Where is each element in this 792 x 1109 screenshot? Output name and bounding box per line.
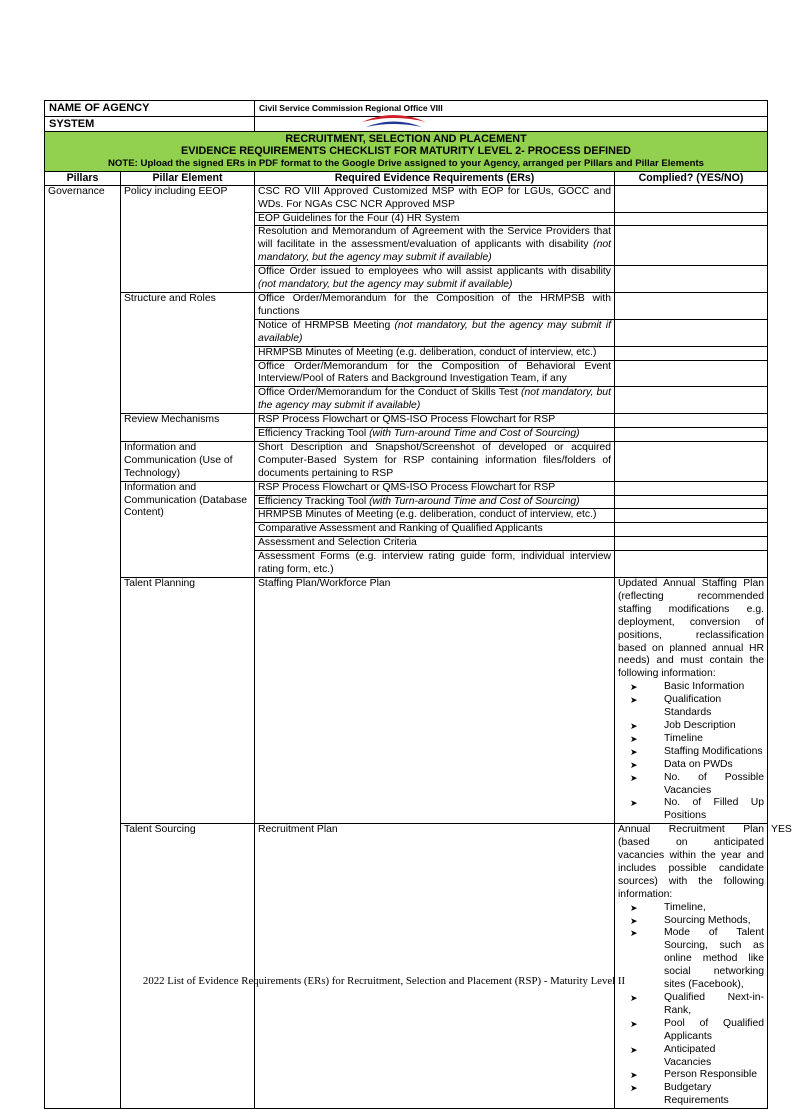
er-note: (not mandatory, but the agency may submit if available) bbox=[258, 387, 611, 412]
complied-cell[interactable] bbox=[615, 266, 768, 293]
list-item bbox=[630, 772, 764, 798]
list-item bbox=[630, 759, 764, 772]
er-note: (not mandatory, but the agency may submit if available) bbox=[258, 279, 513, 291]
er-item: CSC RO VIII Approved Customized MSP with EOP for LGUs, GOCC and WDs. For NGAs CSC NCR Approved MSP bbox=[255, 185, 615, 212]
element-ict-technology: Information and Communication (Use of Technology) bbox=[121, 441, 255, 481]
element-structure: Structure and Roles bbox=[121, 292, 255, 413]
list-item-text: No. of Possible Vacancies bbox=[664, 771, 765, 796]
list-item-text: Staffing Modifications bbox=[664, 745, 763, 757]
list-item bbox=[630, 720, 764, 733]
er-item: RSP Process Flowchart or QMS-ISO Process Flowchart for RSP bbox=[255, 481, 615, 495]
er-item bbox=[255, 226, 615, 266]
list-item bbox=[630, 915, 764, 928]
title-band bbox=[45, 132, 768, 172]
arrowhead-bullet-icon: ➤ bbox=[630, 902, 638, 913]
er-item: Office Order/Memorandum for the Composition of the HRMPSB with functions bbox=[255, 292, 615, 319]
checklist-table bbox=[44, 100, 792, 1109]
col-header-element: Pillar Element bbox=[121, 171, 255, 185]
er-item bbox=[255, 387, 615, 414]
list-item bbox=[630, 733, 764, 746]
list-item-text: Basic Information bbox=[664, 681, 745, 693]
arrowhead-bullet-icon: ➤ bbox=[630, 746, 638, 757]
document-subtitle: EVIDENCE REQUIREMENTS CHECKLIST FOR MATURITY LEVEL 2- PROCESS DEFINED bbox=[181, 145, 631, 158]
complied-cell[interactable] bbox=[615, 226, 768, 266]
list-item-text: Mode of Talent Sourcing, such as online method like social networking sites (Facebook), bbox=[664, 927, 765, 991]
complied-cell[interactable] bbox=[615, 319, 768, 346]
system-value bbox=[255, 116, 768, 132]
page-footer: 2022 List of Evidence Requirements (ERs) for Recruitment, Selection and Placement (RSP) - Maturity Level II bbox=[142, 975, 626, 987]
complied-cell[interactable] bbox=[615, 360, 768, 387]
er-item: HRMPSB Minutes of Meeting (e.g. deliberation, conduct of interview, etc.) bbox=[255, 346, 615, 360]
logo-red-swoosh bbox=[362, 115, 426, 122]
arrowhead-bullet-icon: ➤ bbox=[630, 759, 638, 770]
arrowhead-bullet-icon: ➤ bbox=[630, 772, 638, 783]
list-item-text: No. of Filled Up Positions bbox=[664, 797, 765, 822]
list-item-text: Anticipated Vacancies bbox=[664, 1043, 716, 1068]
upload-note: NOTE: Upload the signed ERs in PDF format to the Google Drive assigned to your Agency, arranged per Pillars and Pillar Elements bbox=[108, 157, 704, 169]
er-note: (with Turn-around Time and Cost of Sourcing) bbox=[369, 495, 580, 507]
er-item: EOP Guidelines for the Four (4) HR System bbox=[255, 212, 615, 226]
arrowhead-bullet-icon: ➤ bbox=[630, 798, 638, 809]
er-item: Comparative Assessment and Ranking of Qualified Applicants bbox=[255, 523, 615, 537]
complied-cell[interactable] bbox=[615, 495, 768, 509]
complied-cell[interactable] bbox=[615, 537, 768, 551]
list-item-text: Budgetary Requirements bbox=[664, 1082, 729, 1107]
list-item bbox=[630, 1069, 764, 1082]
er-item: Assessment Forms (e.g. interview rating guide form, individual interview rating form, etc.) bbox=[255, 551, 615, 578]
er-item bbox=[255, 266, 615, 293]
complied-cell[interactable] bbox=[615, 185, 768, 212]
list-item-text: Qualified Next-in-Rank, bbox=[664, 992, 765, 1016]
staffing-info-list bbox=[618, 681, 764, 823]
pillar-talent-sourcing: Talent Sourcing bbox=[121, 824, 255, 1109]
er-text: Office Order issued to employees who will assist applicants with disability bbox=[258, 266, 611, 278]
arrowhead-bullet-icon: ➤ bbox=[630, 733, 638, 744]
complied-cell[interactable] bbox=[615, 346, 768, 360]
complied-cell[interactable] bbox=[615, 551, 768, 578]
agency-value: Civil Service Commission Regional Office VIII bbox=[255, 101, 768, 117]
list-item bbox=[630, 902, 764, 915]
list-item bbox=[630, 746, 764, 759]
er-item bbox=[255, 428, 615, 442]
pillar-talent-planning: Talent Planning bbox=[121, 578, 255, 824]
list-item bbox=[630, 1044, 764, 1070]
er-text: Resolution and Memorandum of Agreement with the Service Providers that will facilitate in the assessment/evaluation of applicants with disability bbox=[258, 226, 611, 251]
agency-logo bbox=[360, 110, 428, 128]
list-item-text: Data on PWDs bbox=[664, 758, 733, 770]
col-header-required: Required Evidence Requirements (ERs) bbox=[255, 171, 615, 185]
list-item-text: Sourcing Methods, bbox=[664, 914, 751, 926]
arrowhead-bullet-icon: ➤ bbox=[630, 915, 638, 926]
arrowhead-bullet-icon: ➤ bbox=[630, 720, 638, 731]
complied-cell[interactable] bbox=[615, 387, 768, 414]
arrowhead-bullet-icon: ➤ bbox=[630, 993, 638, 1003]
er-item bbox=[255, 495, 615, 509]
pillar-governance: Governance bbox=[45, 185, 121, 1108]
er-item: RSP Process Flowchart or QMS-ISO Process Flowchart for RSP bbox=[255, 414, 615, 428]
element-ict-database: Information and Communication (Database Content) bbox=[121, 481, 255, 577]
er-text: Efficiency Tracking Tool bbox=[258, 495, 367, 507]
arrowhead-bullet-icon: ➤ bbox=[630, 1044, 638, 1055]
table-row bbox=[45, 292, 768, 319]
complied-cell[interactable] bbox=[615, 441, 768, 481]
checklist-document bbox=[44, 100, 792, 1109]
list-item-text: Qualification Standards bbox=[664, 694, 722, 719]
er-item: Office Order/Memorandum for the Composition of Behavioral Event Interview/Pool of Raters and Background Investigation Team, if any bbox=[255, 360, 615, 387]
list-item-text: Person Responsible bbox=[664, 1069, 757, 1081]
list-item-text: Job Description bbox=[664, 719, 736, 731]
er-text: Office Order/Memorandum for the Conduct of Skills Test bbox=[258, 387, 518, 399]
complied-cell[interactable] bbox=[615, 414, 768, 428]
col-header-pillars: Pillars bbox=[45, 171, 121, 185]
document-title: RECRUITMENT, SELECTION AND PLACEMENT bbox=[285, 133, 527, 145]
agency-label: NAME OF AGENCY bbox=[45, 101, 255, 117]
col-header-complied: Complied? (YES/NO) bbox=[615, 171, 768, 185]
er-item bbox=[615, 824, 768, 1109]
complied-cell[interactable] bbox=[615, 428, 768, 442]
list-item bbox=[630, 992, 764, 1018]
table-row bbox=[45, 481, 768, 495]
er-note: (not mandatory, but the agency may submit if available) bbox=[258, 239, 612, 264]
list-item bbox=[630, 1018, 764, 1044]
list-item-text: Timeline bbox=[664, 732, 703, 744]
list-item bbox=[630, 1082, 764, 1108]
complied-cell[interactable] bbox=[615, 212, 768, 226]
column-header-row bbox=[45, 171, 768, 185]
element-policy: Policy including EEOP bbox=[121, 185, 255, 292]
table-row bbox=[45, 185, 768, 212]
element-review: Review Mechanisms bbox=[121, 414, 255, 442]
element-recruitment-plan: Recruitment Plan bbox=[255, 824, 615, 1109]
er-note: (not mandatory, but the agency may submit if available) bbox=[258, 319, 611, 344]
recruitment-info-list bbox=[618, 902, 764, 1109]
er-text: Notice of HRMPSB Meeting bbox=[258, 319, 391, 331]
list-item-text: Pool of Qualified Applicants bbox=[664, 1017, 765, 1042]
element-staffing-plan: Staffing Plan/Workforce Plan bbox=[255, 578, 615, 824]
complied-cell[interactable] bbox=[615, 509, 768, 523]
arrowhead-bullet-icon: ➤ bbox=[630, 1018, 638, 1029]
complied-cell[interactable] bbox=[615, 523, 768, 537]
table-row bbox=[45, 414, 768, 428]
table-row: Talent Sourcing Recruitment Plan Annual Recruitment Plan (based on anticipated vacancies within the year and includes possible candidate sources) with the following information: ➤ Timeline, ➤ Sourcing Methods, ➤ Mode of Talent Sourcing, such as online method like social networking sites (Facebook), ➤ Qualified Next-in-Rank, ➤ Pool of Qualified Applicants ➤ Anticipated Vacancies ➤ Person Responsible ➤ Budgetary Requirements YES bbox=[45, 824, 768, 1109]
arrowhead-bullet-icon: ➤ bbox=[630, 695, 638, 706]
table-row bbox=[45, 441, 768, 481]
arrowhead-bullet-icon: ➤ bbox=[630, 928, 638, 939]
table-row bbox=[45, 578, 768, 824]
list-item bbox=[630, 694, 764, 720]
er-item bbox=[255, 319, 615, 346]
er-item bbox=[615, 578, 768, 824]
list-item bbox=[630, 797, 764, 823]
er-text: Updated Annual Staffing Plan (reflecting recommended staffing modifications e.g. deployment, conversion of positions, reclassification based on planned annual HR needs) and must contain the following information: bbox=[618, 578, 765, 680]
list-item bbox=[630, 681, 764, 694]
er-item: HRMPSB Minutes of Meeting (e.g. deliberation, conduct of interview, etc.) bbox=[255, 509, 615, 523]
arrowhead-bullet-icon: ➤ bbox=[630, 1083, 638, 1094]
list-item-text: Timeline, bbox=[664, 901, 706, 913]
er-text: Efficiency Tracking Tool bbox=[258, 428, 367, 440]
logo-blue-swoosh bbox=[366, 122, 422, 128]
er-item: Assessment and Selection Criteria bbox=[255, 537, 615, 551]
complied-cell[interactable] bbox=[615, 292, 768, 319]
er-text: Annual Recruitment Plan (based on anticipated vacancies within the year and includes possible candidate sources) with the following information: bbox=[618, 824, 765, 900]
er-item: Short Description and Snapshot/Screenshot of developed or acquired Computer-Based System for RSP containing information files/folders of documents pertaining to RSP bbox=[255, 441, 615, 481]
er-note: (with Turn-around Time and Cost of Sourcing) bbox=[369, 428, 580, 440]
arrowhead-bullet-icon: ➤ bbox=[630, 682, 638, 693]
complied-cell[interactable] bbox=[615, 481, 768, 495]
system-label: SYSTEM bbox=[45, 116, 255, 132]
arrowhead-bullet-icon: ➤ bbox=[630, 1070, 638, 1081]
